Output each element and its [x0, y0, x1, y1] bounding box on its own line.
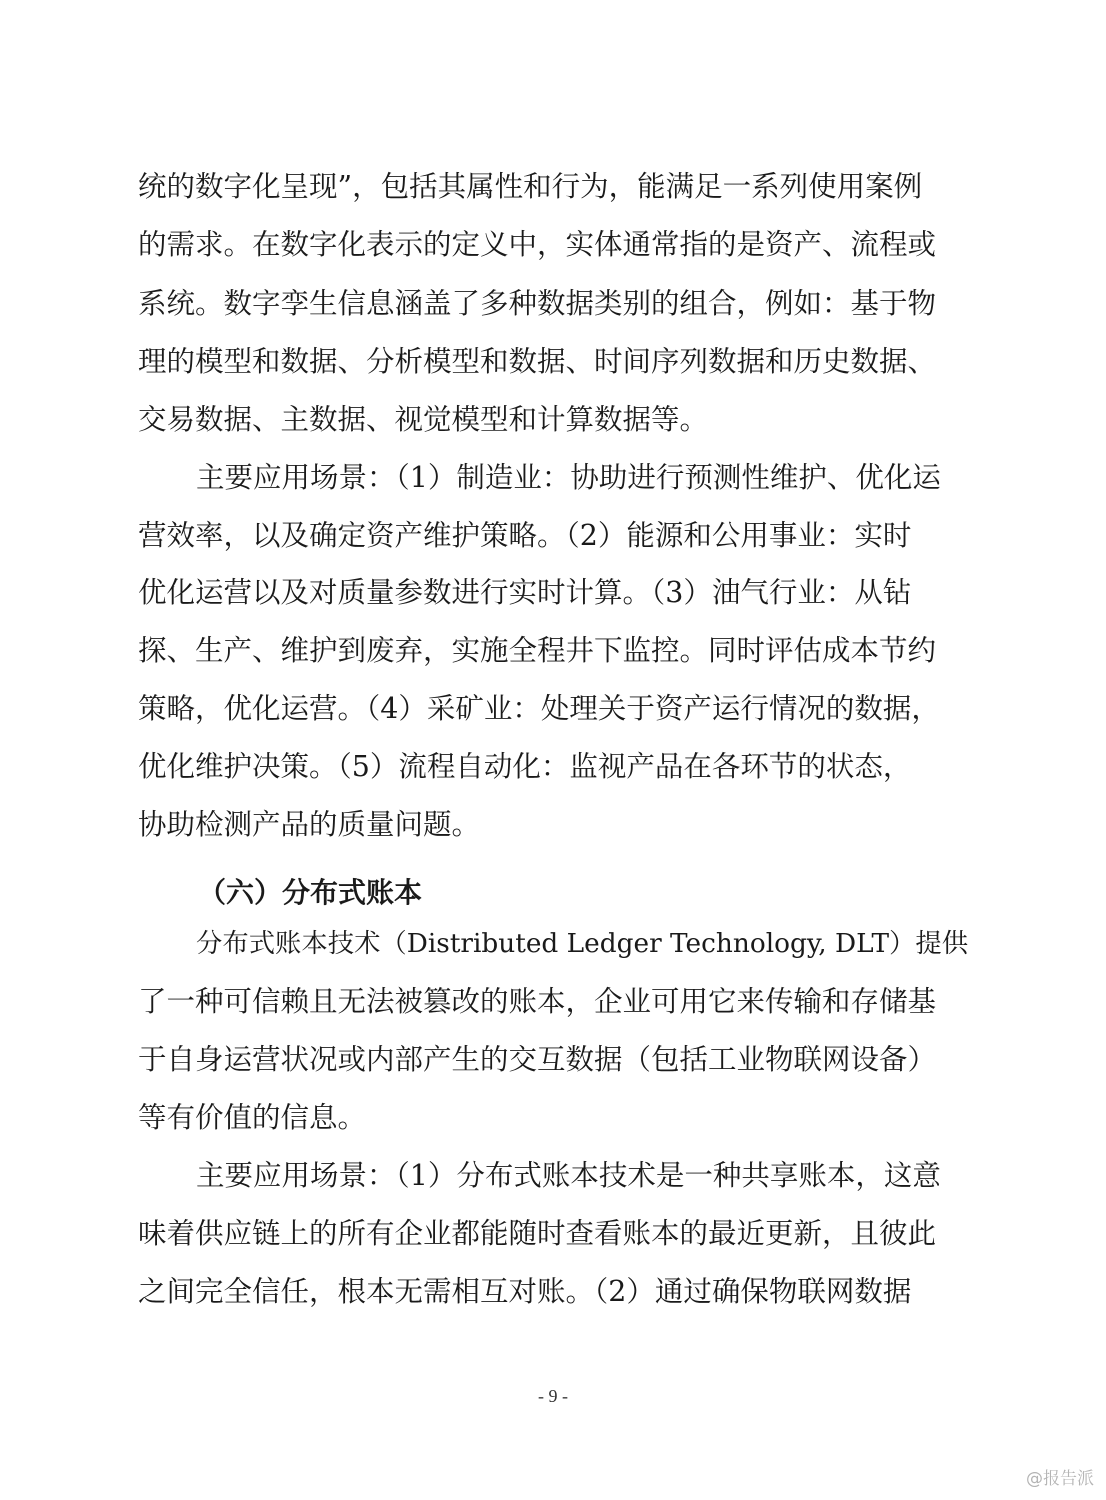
paragraph-line: 主要应用场景：（1）分布式账本技术是一种共享账本，这意 — [196, 1159, 941, 1192]
paragraph-line: 于自身运营状况或内部产生的交互数据（包括工业物联网设备） — [138, 1043, 937, 1076]
paragraph-line: 优化维护决策。（5）流程自动化：监视产品在各环节的状态， — [138, 750, 912, 783]
paragraph-line: 等有价值的信息。 — [138, 1101, 367, 1134]
paragraph-line: 系统。数字孪生信息涵盖了多种数据类别的组合，例如：基于物 — [138, 287, 937, 320]
paragraph-line: 优化运营以及对质量参数进行实时计算。（3）油气行业：从钻 — [138, 576, 912, 609]
paragraph-line: 探、生产、维护到废弃，实施全程井下监控。同时评估成本节约 — [138, 634, 937, 667]
paragraph-line: 之间完全信任，根本无需相互对账。（2）通过确保物联网数据 — [138, 1275, 912, 1308]
paragraph-line: 的需求。在数字化表示的定义中，实体通常指的是资产、流程或 — [138, 228, 937, 261]
paragraph-line: 策略，优化运营。（4）采矿业：处理关于资产运行情况的数据， — [138, 692, 940, 725]
paragraph-line: 理的模型和数据、分析模型和数据、时间序列数据和历史数据、 — [138, 345, 937, 378]
paragraph-line: 协助检测产品的质量问题。 — [138, 808, 481, 841]
page-number: - 9 - — [538, 1386, 568, 1406]
paragraph-line: 了一种可信赖且无法被篡改的账本，企业可用它来传输和存储基 — [138, 985, 937, 1018]
paragraph-line: 营效率，以及确定资产维护策略。（2）能源和公用事业：实时 — [138, 519, 912, 552]
paragraph-line: 分布式账本技术（Distributed Ledger Technology, DLT）提供 — [196, 929, 969, 959]
paragraph-line: 统的数字化呈现”，包括其属性和行为，能满足一系列使用案例 — [138, 170, 923, 203]
paragraph-line: 主要应用场景：（1）制造业：协助进行预测性维护、优化运 — [196, 461, 941, 494]
paragraph-line: 味着供应链上的所有企业都能随时查看账本的最近更新，且彼此 — [138, 1217, 937, 1250]
watermark: @报告派 — [1026, 1469, 1094, 1489]
paragraph-line: 交易数据、主数据、视觉模型和计算数据等。 — [138, 403, 709, 436]
section-heading: （六）分布式账本 — [198, 876, 423, 909]
